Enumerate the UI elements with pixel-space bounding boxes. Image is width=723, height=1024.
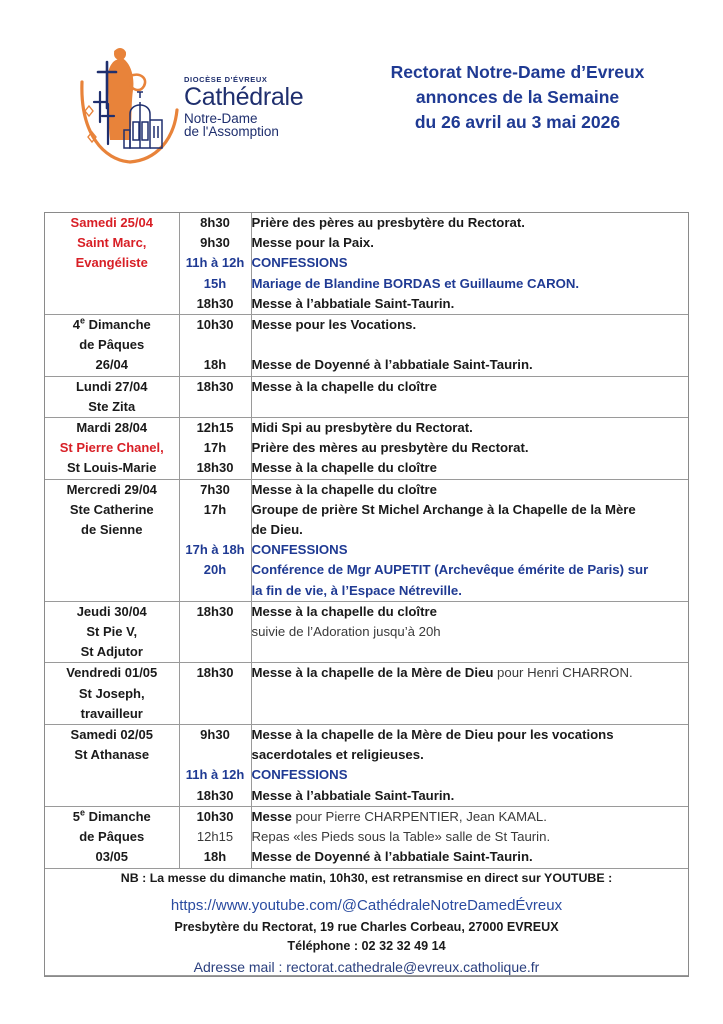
day-line: Vendredi 01/05: [66, 665, 158, 681]
event-line: [252, 540, 689, 560]
footer-phone: Téléphone : 02 32 32 49 14: [287, 938, 446, 953]
event-line: [252, 602, 689, 622]
event-text: Messe à l’abbatiale Saint-Taurin.: [251, 295, 455, 311]
footer-email[interactable]: Adresse mail : rectorat.cathedrale@evreux.catholique.fr: [193, 958, 540, 975]
event-line: [252, 622, 689, 642]
day-line: St Pierre Chanel,: [59, 440, 164, 456]
event-text: suivie de l’Adoration jusqu’à 20h: [251, 624, 441, 640]
event-suffix: pour Pierre CHARPENTIER, Jean KAMAL.: [291, 808, 547, 824]
youtube-link[interactable]: https://www.youtube.com/@CathédraleNotreDamedÉvreux: [170, 896, 563, 914]
event-text: Mariage de Blandine BORDAS et Guillaume CARON.: [251, 275, 580, 291]
event-text: Messe à la chapelle du cloître: [251, 481, 437, 497]
time-value: 18h: [203, 849, 227, 865]
time-value: 18h30: [196, 460, 234, 476]
time-cell: [179, 315, 251, 377]
day-line: de Pâques: [79, 337, 145, 353]
day-line: St Athanase: [74, 747, 150, 763]
day-line: St Joseph,: [78, 685, 145, 701]
table-row: [45, 418, 688, 480]
event-line: [252, 663, 689, 683]
table-row: [45, 315, 688, 377]
day-cell: [45, 479, 179, 601]
day-line: Ste Zita: [88, 398, 136, 414]
event-text: Messe à la chapelle du cloître: [251, 378, 437, 394]
day-line: 5e Dimanche: [72, 807, 151, 824]
event-line: [252, 233, 689, 253]
event-text: Messe à la chapelle de la Mère de Dieu: [251, 665, 494, 681]
event-cell: [251, 806, 688, 868]
event-text: CONFESSIONS: [251, 255, 348, 271]
event-text: Prière des mères au presbytère du Rectorat.: [251, 440, 529, 456]
weekly-schedule-sheet: [44, 212, 689, 977]
event-line: [252, 294, 689, 314]
event-line: [252, 355, 689, 375]
table-row: [45, 376, 688, 417]
time-value: 17h: [203, 440, 227, 456]
time-value: 18h30: [196, 295, 234, 311]
footer-row: [45, 868, 688, 975]
day-cell: [45, 806, 179, 868]
time-value: 10h30: [196, 317, 234, 333]
time-value: 11h à 12h: [185, 255, 245, 271]
time-value: 18h30: [196, 665, 234, 681]
table-row: [45, 213, 688, 315]
footer-nb-note: NB : La messe du dimanche matin, 10h30, est retransmise en direct sur YOUTUBE :: [120, 870, 613, 885]
logo-wordmark: [184, 48, 303, 139]
day-line: 03/05: [95, 849, 129, 865]
day-cell: [45, 376, 179, 417]
table-row: [45, 806, 688, 868]
cathedral-madonna-logo-icon: [78, 48, 182, 168]
event-cell: [251, 479, 688, 601]
event-line: [252, 765, 689, 785]
time-value: 17h à 18h: [185, 542, 245, 558]
time-value: 18h: [203, 357, 227, 373]
event-text: Messe à l’abbatiale Saint-Taurin.: [251, 787, 455, 803]
event-text: Messe de Doyenné à l’abbatiale Saint-Taurin.: [251, 357, 533, 373]
footer-block: [45, 868, 688, 975]
event-line: [252, 274, 689, 294]
time-value: 18h30: [196, 787, 234, 803]
event-line: [252, 725, 689, 745]
logo-cathedrale-text: Cathédrale: [184, 82, 304, 111]
day-line: Samedi 02/05: [70, 727, 153, 743]
event-cell: [251, 315, 688, 377]
event-text: Repas «les Pieds sous la Table» salle de St Taurin.: [251, 829, 551, 845]
time-value: 12h15: [196, 829, 234, 845]
page-title: [348, 48, 723, 135]
event-text: CONFESSIONS: [251, 542, 348, 558]
title-line-3: du 26 avril au 3 mai 2026: [414, 111, 621, 132]
event-line: [252, 253, 689, 273]
event-line: [252, 827, 689, 847]
day-line: St Pie V,: [86, 624, 138, 640]
day-cell: [45, 315, 179, 377]
table-row: [45, 725, 688, 807]
time-value: 18h30: [196, 378, 234, 394]
day-line: travailleur: [80, 705, 143, 721]
time-value: 15h: [203, 275, 227, 291]
event-text: Messe à la chapelle du cloître: [251, 603, 437, 619]
time-value: 9h30: [200, 727, 230, 743]
day-line: de Sienne: [81, 522, 143, 538]
event-cell: [251, 418, 688, 480]
time-value: 7h30: [200, 481, 230, 497]
time-cell: [179, 376, 251, 417]
diocese-logo: [78, 48, 348, 168]
document-header: [0, 0, 723, 150]
event-cell: [251, 601, 688, 663]
event-line: [252, 520, 689, 540]
event-cell: [251, 213, 688, 315]
day-line: Lundi 27/04: [75, 378, 148, 394]
event-text: Messe: [251, 808, 292, 824]
time-value: 10h30: [196, 808, 234, 824]
time-cell: [179, 601, 251, 663]
time-cell: [179, 213, 251, 315]
event-text: Messe à la chapelle de la Mère de Dieu pour les vocations: [251, 727, 614, 743]
day-line: Mercredi 29/04: [66, 481, 157, 497]
day-line: St Adjutor: [80, 644, 143, 660]
day-line: Jeudi 30/04: [76, 603, 147, 619]
event-line: [252, 480, 689, 500]
event-text: sacerdotales et religieuses.: [251, 747, 424, 763]
event-text: Conférence de Mgr AUPETIT (Archevêque émérite de Paris) sur: [251, 562, 649, 578]
time-value: 18h30: [196, 603, 234, 619]
table-row: [45, 663, 688, 725]
event-text: CONFESSIONS: [251, 767, 348, 783]
event-line: [252, 500, 689, 520]
time-cell: [179, 806, 251, 868]
day-cell: [45, 663, 179, 725]
time-value: 8h30: [200, 215, 230, 230]
time-value: 12h15: [196, 420, 234, 436]
day-cell: [45, 213, 179, 315]
time-value: 17h: [203, 501, 227, 517]
event-cell: [251, 376, 688, 417]
day-line: St Louis-Marie: [66, 460, 157, 476]
time-cell: [179, 418, 251, 480]
event-line: [252, 807, 689, 827]
day-cell: [45, 601, 179, 663]
logo-notredame-text: Notre-Dame: [184, 110, 258, 126]
event-line: [252, 581, 689, 601]
event-text: de Dieu.: [251, 522, 303, 538]
event-text: la fin de vie, à l’Espace Nétreville.: [251, 582, 462, 598]
time-value: 11h à 12h: [185, 767, 245, 783]
event-line: [252, 560, 689, 580]
event-text: Messe à la chapelle du cloître: [251, 460, 437, 476]
footer-address: Presbytère du Rectorat, 19 rue Charles Corbeau, 27000 EVREUX: [174, 919, 559, 934]
day-line: Evangéliste: [75, 255, 148, 271]
event-suffix: pour Henri CHARRON.: [493, 665, 633, 681]
day-line: 26/04: [95, 357, 129, 373]
event-line: [252, 213, 689, 233]
event-line: [252, 458, 689, 478]
event-text: Messe pour la Paix.: [251, 235, 374, 251]
title-line-1: Rectorat Notre-Dame d’Evreux: [390, 62, 645, 82]
time-cell: [179, 663, 251, 725]
event-cell: [251, 725, 688, 807]
time-value: 20h: [203, 562, 227, 578]
event-text: Messe pour les Vocations.: [251, 317, 417, 333]
table-row: [45, 601, 688, 663]
event-line: [252, 786, 689, 806]
day-line: Mardi 28/04: [76, 420, 148, 436]
event-text: Prière des pères au presbytère du Rectorat.: [251, 215, 525, 230]
event-cell: [251, 663, 688, 725]
day-line: Samedi 25/04: [70, 215, 153, 230]
time-cell: [179, 725, 251, 807]
event-line: [252, 418, 689, 438]
time-cell: [179, 479, 251, 601]
event-line: [252, 377, 689, 397]
time-value: 9h30: [200, 235, 230, 251]
day-cell: [45, 418, 179, 480]
event-line: [252, 438, 689, 458]
logo-diocese-text: DIOCÈSE D'ÉVREUX: [184, 75, 268, 84]
event-text: Messe de Doyenné à l’abbatiale Saint-Taurin.: [251, 849, 533, 865]
schedule-table: [45, 213, 688, 976]
day-line: Saint Marc,: [77, 235, 147, 251]
title-line-2: annonces de la Semaine: [415, 86, 620, 107]
event-line: [252, 315, 689, 335]
event-line: [252, 745, 689, 765]
event-text: Groupe de prière St Michel Archange à la Chapelle de la Mère: [251, 501, 636, 517]
event-line: [252, 847, 689, 867]
day-cell: [45, 725, 179, 807]
day-line: Ste Catherine: [69, 501, 154, 517]
event-text: Midi Spi au presbytère du Rectorat.: [251, 420, 473, 436]
day-line: 4e Dimanche: [72, 315, 151, 333]
table-row: [45, 479, 688, 601]
logo-assomption-text: de l'Assomption: [184, 124, 279, 139]
day-line: de Pâques: [79, 829, 145, 845]
